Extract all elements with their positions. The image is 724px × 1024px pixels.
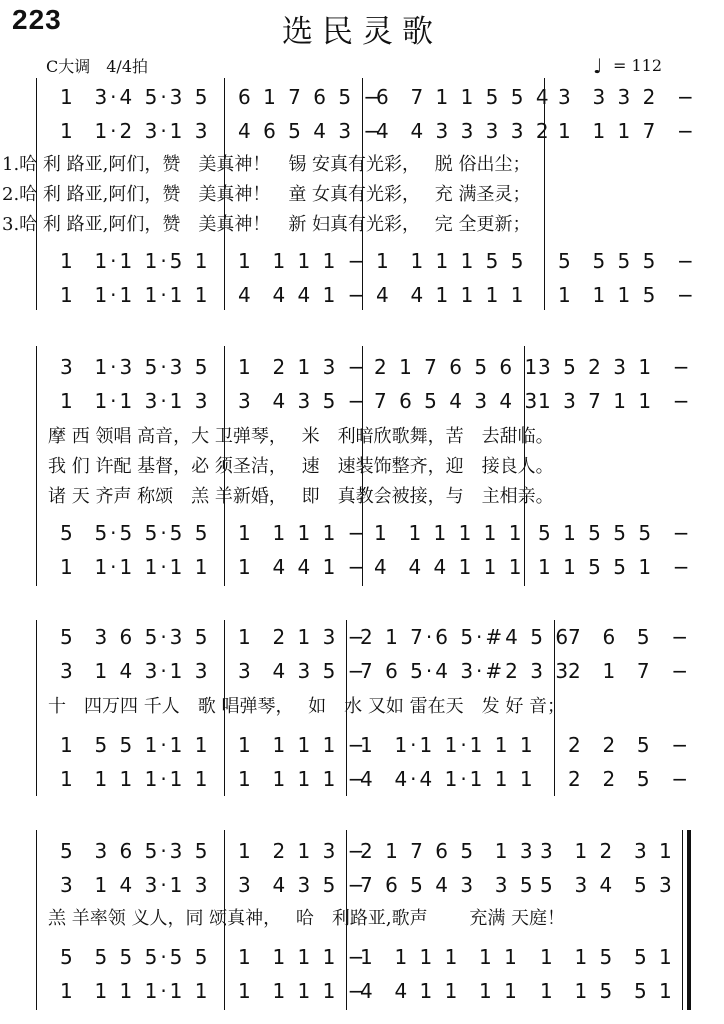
measure-4: 1 1 5 5 1 − xyxy=(538,555,693,579)
measure-4: 2 2 5 − xyxy=(568,733,692,757)
lyric-verse-3: 3.哈 利 路亚,阿们，赞 美真神！ 新 妇真有光彩， 完 全更新； xyxy=(2,214,531,235)
measure-4: 1 1 1 7 − xyxy=(558,119,697,143)
measure-2: 3 4 3 5 − xyxy=(238,659,368,683)
measure-1: 3 1 4 3·1 3 xyxy=(60,659,211,683)
measure-1: 5 5·5 5·5 5 xyxy=(60,521,211,545)
bass-line xyxy=(36,552,693,582)
measure-1: 1 1·1 1·1 1 xyxy=(60,555,211,579)
measure-3: 4 4·4 1·1 1 1 xyxy=(360,767,536,791)
measure-2: 4 4 4 1 − xyxy=(238,283,368,307)
measure-2: 1 1 1 1 − xyxy=(238,249,368,273)
measure-4: 3 3 3 2 − xyxy=(558,85,697,109)
tenor-line xyxy=(36,942,675,972)
measure-4: 7 6 5 − xyxy=(568,625,692,649)
alto-line xyxy=(36,656,692,686)
measure-2: 6 1 7 6 5 − xyxy=(238,85,384,109)
alto-line xyxy=(36,870,675,900)
score-system-4 xyxy=(0,830,724,1010)
measure-1: 1 1 1 1·1 1 xyxy=(60,767,211,791)
measure-2: 1 2 1 3 − xyxy=(238,839,368,863)
measure-4: 1 1 5 5 1 xyxy=(540,945,675,969)
measure-3: 2 1 7·6 5·#4 5 6 xyxy=(360,625,572,649)
measure-3: 7 6 5 4 3 3 5 xyxy=(360,873,536,897)
measure-1: 5 3 6 5·3 5 xyxy=(60,839,211,863)
soprano-line xyxy=(36,352,693,382)
measure-4: 2 1 7 − xyxy=(568,659,692,683)
lyric-verse-2: 2.哈 利 路亚,阿们，赞 美真神！ 童 女真有光彩， 充 满圣灵； xyxy=(2,184,531,205)
measure-4: 1 1 5 5 1 xyxy=(540,979,675,1003)
measure-4: 5 3 4 5 3 xyxy=(540,873,675,897)
measure-4: 3 1 2 3 1 xyxy=(540,839,675,863)
measure-1: 5 5 5 5·5 5 xyxy=(60,945,211,969)
tenor-line xyxy=(36,730,692,760)
measure-1: 1 3·4 5·3 5 xyxy=(60,85,211,109)
measure-2: 1 1 1 1 − xyxy=(238,767,368,791)
measure-1: 1 5 5 1·1 1 xyxy=(60,733,211,757)
score-system-2 xyxy=(0,346,724,586)
measure-3: 4 4 1 1 1 1 xyxy=(360,979,520,1003)
tempo-marking xyxy=(593,54,662,78)
measure-3: 1 1 1 1 5 5 xyxy=(376,249,527,273)
measure-1: 5 3 6 5·3 5 xyxy=(60,625,211,649)
measure-4: 5 5 5 5 − xyxy=(558,249,697,273)
measure-3: 2 1 7 6 5 1 3 xyxy=(360,839,536,863)
measure-1: 3 1·3 5·3 5 xyxy=(60,355,211,379)
measure-3: 1 1·1 1·1 1 1 xyxy=(360,733,536,757)
measure-4: 5 1 5 5 5 − xyxy=(538,521,693,545)
lyric-verse-2: 我 们 许配 基督，必 须圣洁， 速 速装饰整齐，迎 接良人。 xyxy=(30,456,554,477)
measure-2: 1 1 1 1 − xyxy=(238,521,368,545)
bass-line xyxy=(36,764,692,794)
tenor-line xyxy=(36,246,697,276)
measure-2: 1 1 1 1 − xyxy=(238,979,368,1003)
measure-2: 1 4 4 1 − xyxy=(238,555,368,579)
tempo-value: = 112 xyxy=(612,56,662,75)
key-meter: C大调 4/4拍 xyxy=(46,57,148,76)
measure-3: 2 1 7 6 5 6 1 xyxy=(374,355,541,379)
measure-3: 4 4 4 1 1 1 xyxy=(374,555,525,579)
measure-2: 1 1 1 1 − xyxy=(238,945,368,969)
measure-2: 4 6 5 4 3 − xyxy=(238,119,384,143)
page-title: 选民灵歌 xyxy=(282,14,442,50)
measure-2: 1 2 1 3 − xyxy=(238,625,368,649)
measure-3: 1 1 1 1 1 1 xyxy=(374,521,525,545)
measure-2: 1 1 1 1 − xyxy=(238,733,368,757)
soprano-line xyxy=(36,836,675,866)
measure-4: 2 2 5 − xyxy=(568,767,692,791)
lyric-all-verses: 羔 羊率领 义人，同 颂真神， 哈 利路亚,歌声 充满 天庭！ xyxy=(30,908,566,929)
score-system-3 xyxy=(0,620,724,796)
measure-1: 1 1 1 1·1 1 xyxy=(60,979,211,1003)
soprano-line xyxy=(36,82,697,112)
measure-1: 1 1·2 3·1 3 xyxy=(60,119,211,143)
measure-2: 3 4 3 5 − xyxy=(238,873,368,897)
measure-3: 7 6 5 4 3 4 3 xyxy=(374,389,541,413)
alto-line xyxy=(36,116,697,146)
measure-3: 6 7 1 1 5 5 4 xyxy=(376,85,552,109)
bass-line xyxy=(36,976,675,1006)
measure-1: 1 1·1 1·1 1 xyxy=(60,283,211,307)
measure-3: 7 6 5·4 3·#2 3 3 xyxy=(360,659,572,683)
measure-3: 1 1 1 1 1 1 xyxy=(360,945,520,969)
measure-1: 1 1·1 3·1 3 xyxy=(60,389,211,413)
measure-4: 1 3 7 1 1 − xyxy=(538,389,693,413)
lyric-verse-3: 诸 天 齐声 称颂 羔 羊新婚， 即 真教会被接，与 主相亲。 xyxy=(30,486,554,507)
measure-1: 3 1 4 3·1 3 xyxy=(60,873,211,897)
lyric-all-verses: 十 四万四 千人 歌 唱弹琴， 如 水 又如 雷在天 发 好 音； xyxy=(30,696,566,717)
score-system-1 xyxy=(0,78,724,310)
soprano-line xyxy=(36,622,692,652)
measure-1: 1 1·1 1·5 1 xyxy=(60,249,211,273)
measure-3: 4 4 1 1 1 1 xyxy=(376,283,527,307)
measure-4: 1 1 1 5 − xyxy=(558,283,697,307)
measure-2: 1 2 1 3 − xyxy=(238,355,368,379)
measure-4: 3 5 2 3 1 − xyxy=(538,355,693,379)
hymn-number: 223 xyxy=(12,4,62,35)
tenor-line xyxy=(36,518,693,548)
bass-line xyxy=(36,280,697,310)
quarter-note-icon: ♩ xyxy=(592,54,603,78)
lyric-verse-1: 1.哈 利 路亚,阿们，赞 美真神！ 锡 安真有光彩， 脱 俗出尘； xyxy=(2,154,531,175)
lyric-verse-1: 摩 西 领唱 高音，大 卫弹琴， 米 利暗欣歌舞，苦 去甜临。 xyxy=(30,426,554,447)
measure-3: 4 4 3 3 3 3 2 xyxy=(376,119,552,143)
measure-2: 3 4 3 5 − xyxy=(238,389,368,413)
alto-line xyxy=(36,386,693,416)
